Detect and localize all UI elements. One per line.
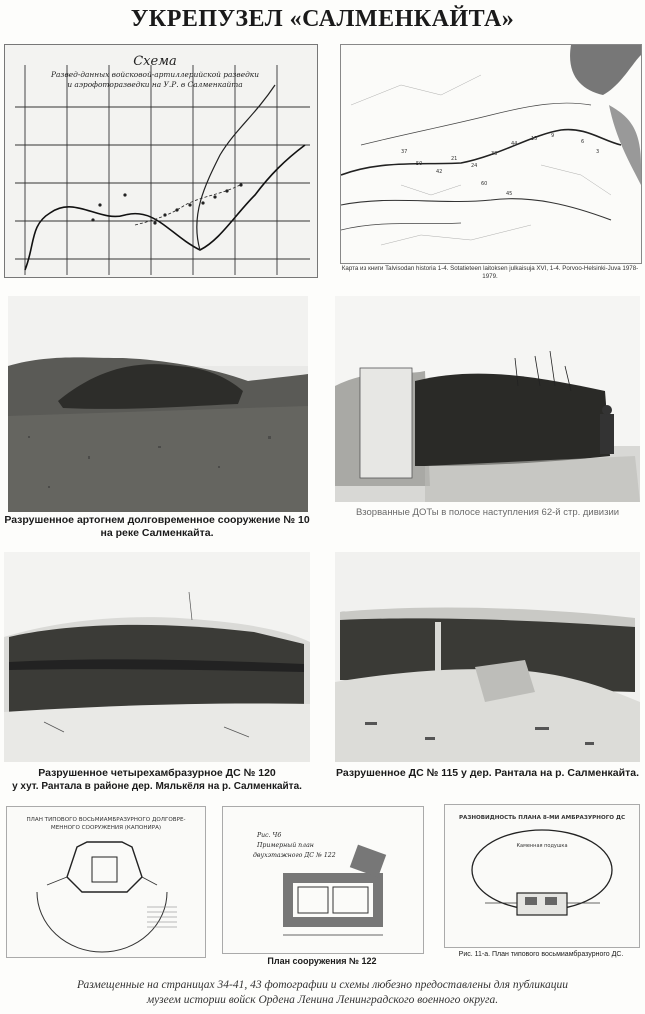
svg-text:37: 37	[401, 149, 408, 155]
exploded-dots-caption: Взорванные ДОТы в полосе наступления 62-й стр. дивизии	[355, 507, 620, 518]
svg-text:50: 50	[416, 161, 423, 167]
plan-eight-embrasure-caponier	[6, 806, 206, 958]
scheme-subtitle-2: и аэрофоторазведки на У.Р. в Салменкайта	[67, 80, 243, 89]
svg-text:60: 60	[481, 181, 488, 187]
plan2-label-1: Рис. Ч6	[257, 832, 282, 839]
scheme-heading: Схема	[133, 54, 177, 69]
ds-115-caption: Разрушенное ДС № 115 у дер. Рантала на р. Салменкайта.	[335, 767, 639, 779]
svg-text:45: 45	[506, 191, 513, 197]
dot-10-caption-line2: на реке Салменкайта.	[100, 527, 214, 539]
svg-text:21: 21	[451, 156, 458, 162]
page-footer	[20, 978, 625, 1008]
svg-text:9: 9	[551, 133, 555, 139]
svg-text:24: 24	[471, 163, 478, 169]
photo-dot-10	[8, 296, 308, 512]
photo-ds-115	[335, 552, 640, 762]
reconnaissance-scheme-map	[4, 44, 318, 278]
page-title: УКРЕПУЗЕЛ «САЛМЕНКАЙТА»	[130, 6, 515, 32]
plan-122-caption: План сооружения № 122	[267, 956, 377, 966]
plan1-title-line2: МЕННОГО СООРУЖЕНИЯ (КАПОНИРА)	[50, 825, 162, 831]
svg-text:33: 33	[491, 151, 498, 157]
plan2-label-3: двухэтажного ДС № 122	[253, 852, 336, 859]
svg-text:6: 6	[581, 139, 585, 145]
plan2-label-2: Примерный план	[257, 842, 314, 849]
svg-text:3: 3	[596, 149, 600, 155]
footer-line-1: Размещенные на страницах 34-41, 43 фотографии и схемы любезно предоставлены для публикации	[76, 979, 569, 991]
plan-structure-122	[222, 806, 424, 954]
scheme-subtitle-1: Развед-данных войсковой-артиллерийской разведки	[51, 70, 259, 79]
ds-120-caption-line1: Разрушенное четырехамбразурное ДС № 120	[38, 767, 276, 779]
svg-text:42: 42	[436, 169, 443, 175]
photo-exploded-dots	[335, 296, 640, 502]
photo-ds-120	[4, 552, 310, 762]
dot-10-caption-line1: Разрушенное артогнем долговременное сооружение № 10	[4, 514, 310, 526]
svg-text:44: 44	[511, 141, 518, 147]
svg-text:15: 15	[531, 136, 538, 142]
plan1-title-line1: ПЛАН ТИПОВОГО ВОСЬМИАМБРАЗУРНОГО ДОЛГОВРЕ-	[26, 817, 186, 823]
finnish-map-caption: Карта из книги Talvisodan historia 1-4. Sotatieteen laitoksen julkaisuja XVI, 1-4. Porvoo-Helsinki-Juva 1978-1979.	[341, 265, 639, 280]
footer-line-2: музеем истории войск Ордена Ленина Ленинградского военного округа.	[146, 994, 499, 1006]
ds-120-caption-line2: у хут. Рантала в районе дер. Мялькёля на р. Салменкайта.	[12, 781, 302, 792]
finnish-map	[340, 44, 642, 264]
plan-11a-caption: Рис. 11-а. План типового восьмиамбразурного ДС.	[458, 951, 624, 958]
plan3-inner-label: Каменная подушка	[516, 843, 568, 849]
plan3-title: РАЗНОВИДНОСТЬ ПЛАНА 8-МИ АМБРАЗУРНОГО ДС	[458, 815, 626, 821]
plan-variant-eight-embrasure	[444, 804, 640, 948]
